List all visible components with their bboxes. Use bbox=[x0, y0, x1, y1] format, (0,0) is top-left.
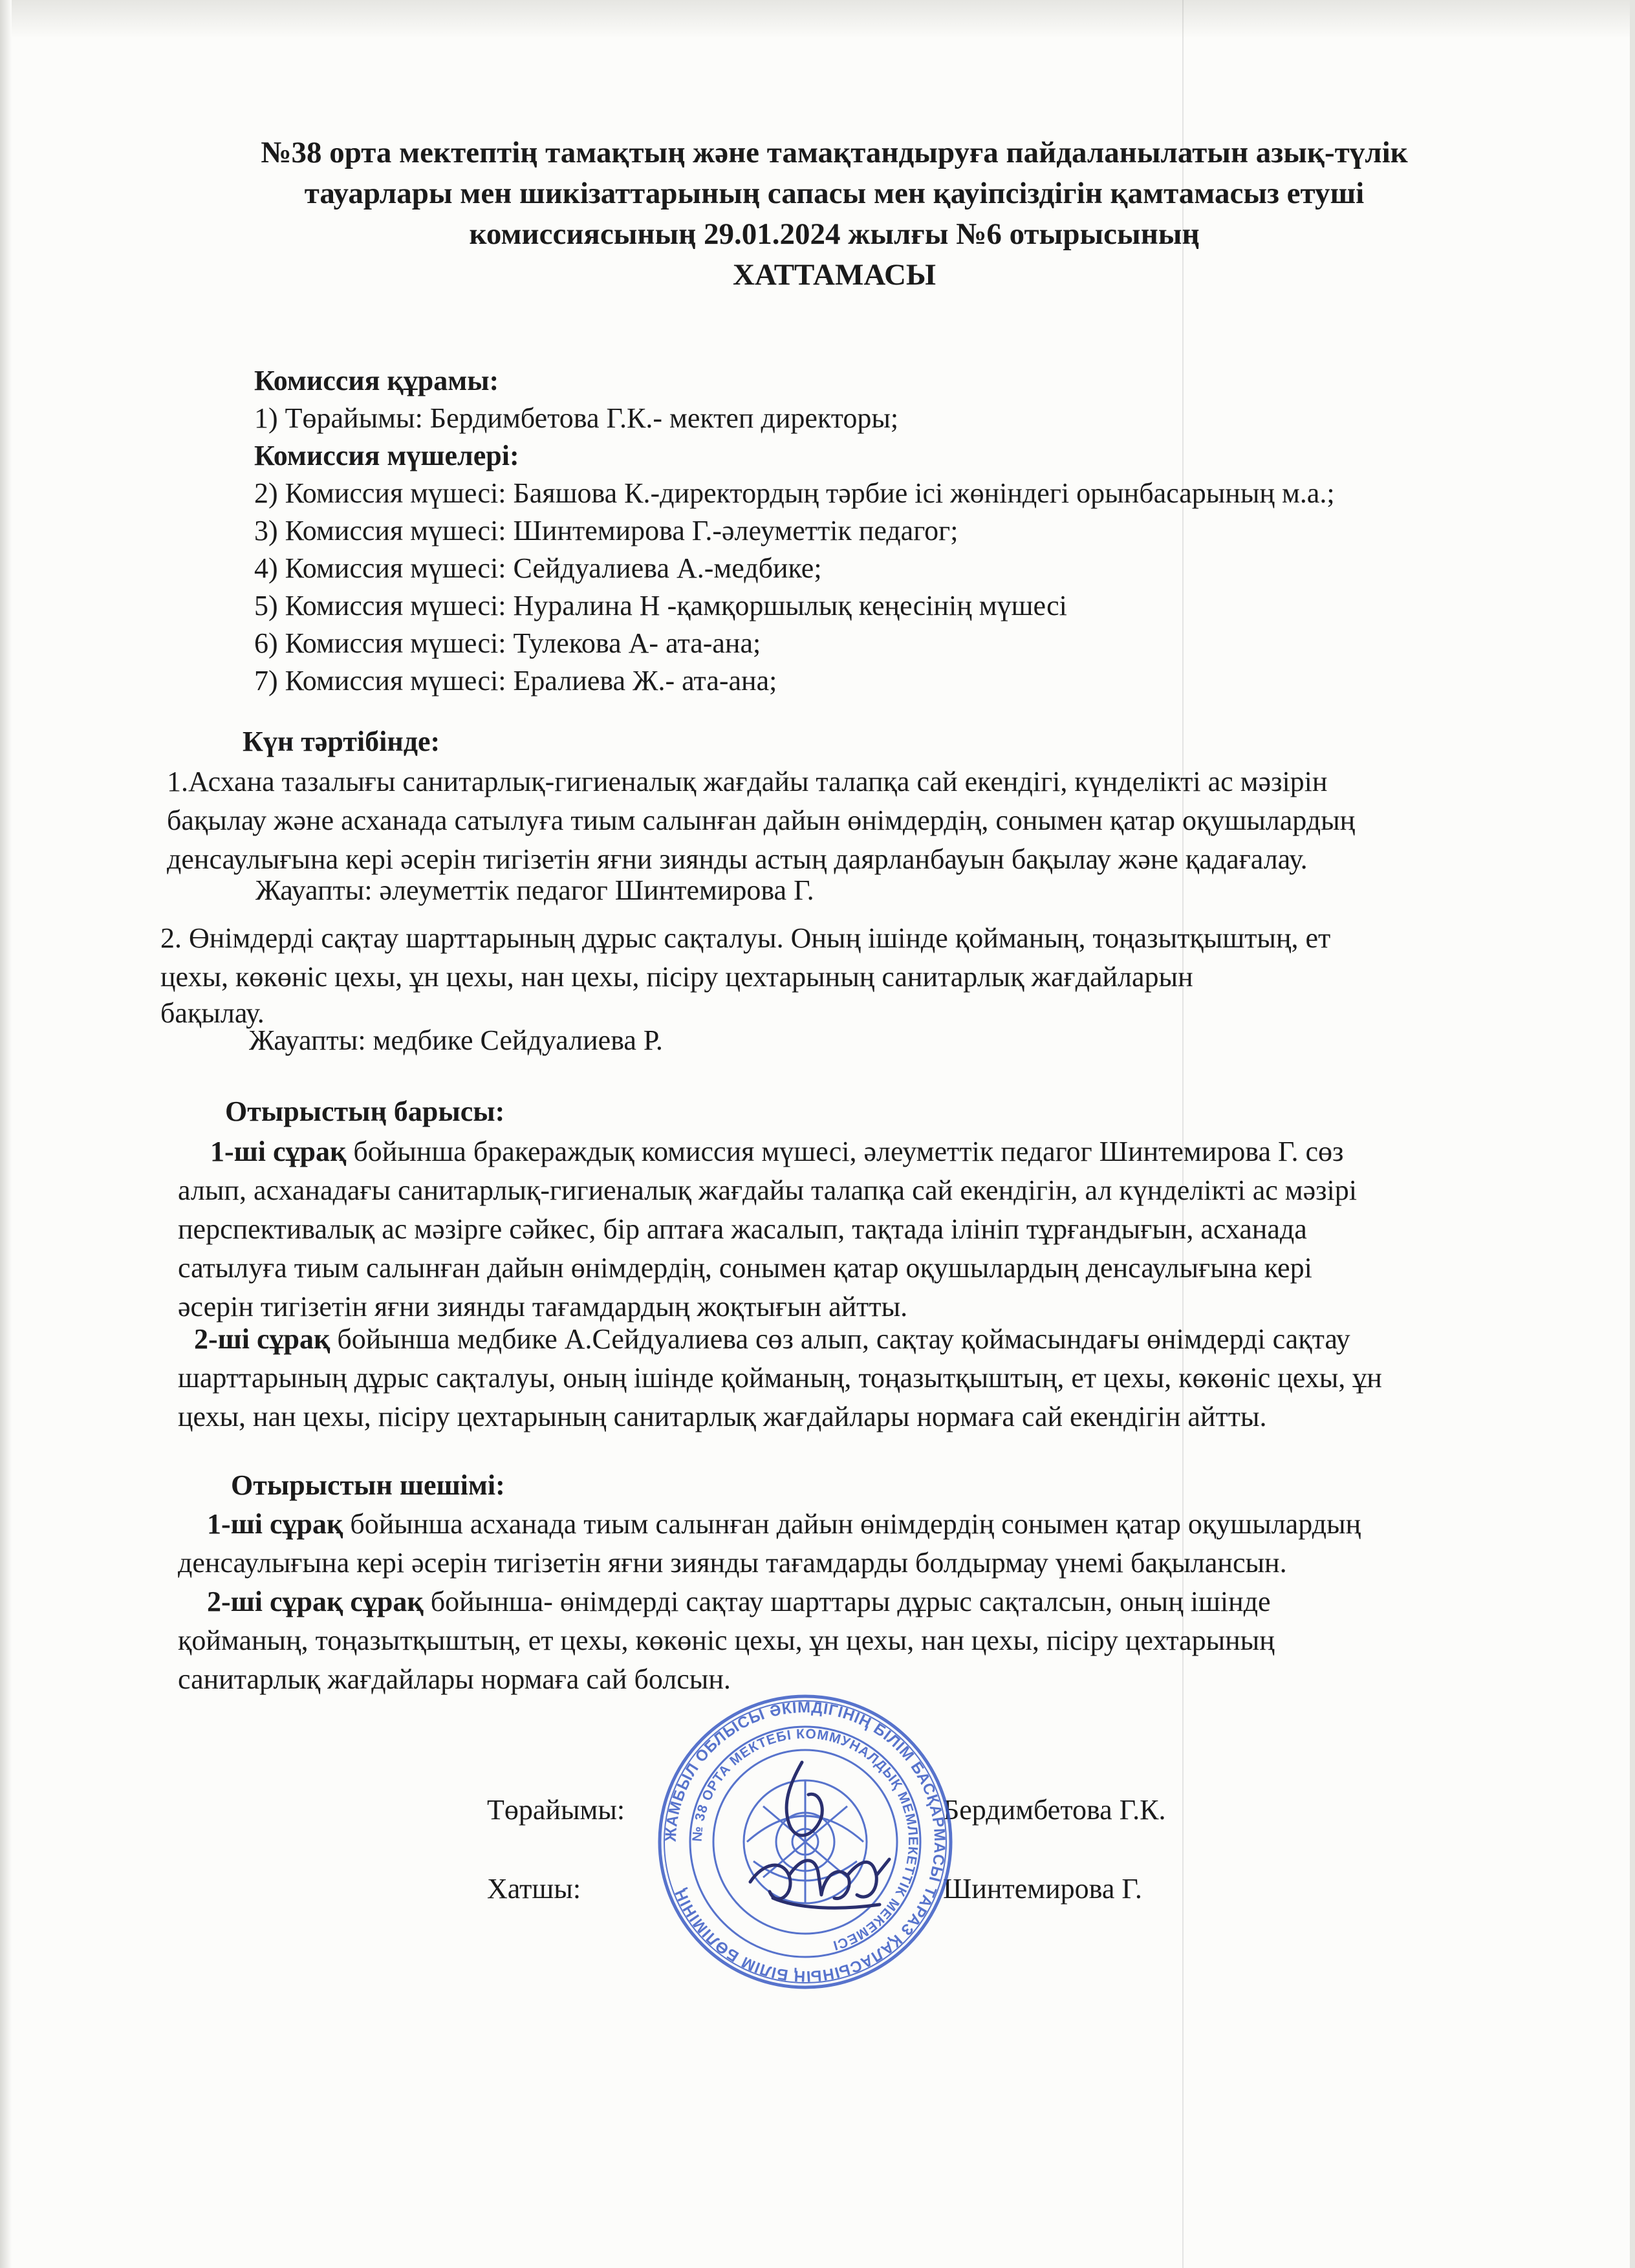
agenda-item-2-line: бақылау. bbox=[160, 997, 265, 1029]
decision-heading: Отырыстын шешімі: bbox=[231, 1469, 505, 1501]
agenda-item-1-line: бақылау және асханада сатылуға тиым салынған дайын өнімдердің, сонымен қатар оқушылардың bbox=[167, 805, 1356, 836]
handwritten-signature bbox=[711, 1746, 918, 1953]
decision-q1-label: 1-ші сұрақ bbox=[207, 1508, 343, 1540]
title-line-1: №38 орта мектептің тамақтың және тамақтандыруға пайдаланылатын азық-түлік bbox=[261, 136, 1408, 169]
progress-q2-first-text: бойынша медбике А.Сейдуалиева сөз алып, сақтау қоймасындағы өнімдерді сақтау bbox=[330, 1323, 1350, 1355]
progress-q1-first-text: бойынша бракераждық комиссия мүшесі, әлеуметтік педагог Шинтемирова Г. сөз bbox=[346, 1136, 1344, 1167]
composition-heading: Комиссия құрамы: bbox=[254, 365, 499, 396]
progress-heading: Отырыстың барысы: bbox=[225, 1096, 505, 1127]
agenda-item-2-line: цехы, көкөніс цехы, ұн цехы, нан цехы, пісіру цехтарының санитарлық жағдайларын bbox=[160, 961, 1193, 993]
progress-q2-first-line bbox=[194, 1321, 1350, 1358]
decision-q1-first-text: бойынша асханада тиым салынған дайын өнімдердің сонымен қатар оқушылардың bbox=[343, 1508, 1361, 1540]
agenda-heading: Күн тәртібінде: bbox=[243, 726, 440, 757]
title-line-2: тауарлары мен шикізаттарының сапасы мен қауіпсіздігін қамтамасыз етуші bbox=[304, 177, 1365, 210]
progress-q2-label: 2-ші сұрақ bbox=[194, 1323, 330, 1355]
decision-q2-first-text: бойынша- өнімдерді сақтау шарттары дұрыс сақталсын, оның ішінде bbox=[423, 1586, 1271, 1617]
progress-q1-line: сатылуға тиым салынған дайын өнімдердің, сонымен қатар оқушылардың денсаулығына кері bbox=[178, 1252, 1312, 1284]
chair-signature-label: Төрайымы: bbox=[487, 1794, 625, 1826]
progress-q1-first-line bbox=[210, 1133, 1343, 1171]
decision-q2-line: санитарлық жағдайлары нормаға сай болсын. bbox=[178, 1663, 731, 1695]
scan-edge-top bbox=[0, 0, 1635, 39]
chair-signature-name: Бердимбетова Г.К. bbox=[943, 1794, 1166, 1826]
stamp-outer-text: ЖАМБЫЛ ОБЛЫСЫ ӘКІМДІГІНІҢ БІЛІМ БАСҚАРМАСЫ ТАРАЗ ҚАЛАСЫНЫҢ БІЛІМ БӨЛІМІНІҢ bbox=[662, 1698, 949, 1985]
member-line: 2) Комиссия мүшесі: Баяшова К.-директордың тәрбие ісі жөніндегі орынбасарының м.а.; bbox=[254, 477, 1335, 509]
document-title bbox=[162, 133, 1507, 296]
stamp-inner-text: № 38 ОРТА МЕКТЕБІ КОММУНАЛДЫҚ МЕМЛЕКЕТТІК МЕКЕМЕСІ bbox=[689, 1726, 921, 1953]
secretary-signature-label: Хатшы: bbox=[487, 1873, 581, 1905]
scan-edge-left bbox=[0, 0, 12, 2268]
agenda-item-1-line: 1.Асхана тазалығы санитарлық-гигиеналық жағдайы талапқа сай екендігі, күнделікті ас мәзірін bbox=[167, 766, 1328, 797]
scan-edge-right bbox=[1630, 0, 1635, 2268]
decision-q1-line: денсаулығына кері әсерін тигізетін яғни зиянды тағамдарды болдырмау үнемі бақылансын. bbox=[178, 1547, 1287, 1579]
agenda-item-1-responsible: Жауапты: әлеуметтік педагог Шинтемирова Г. bbox=[255, 874, 814, 906]
agenda-item-2-responsible: Жауапты: медбике Сейдуалиева Р. bbox=[249, 1024, 663, 1056]
decision-q1-first-line bbox=[207, 1506, 1361, 1543]
chair-line: 1) Төрайымы: Бердимбетова Г.К.- мектеп директоры; bbox=[254, 402, 899, 434]
decision-q2-line: қойманың, тоңазытқыштың, ет цехы, көкөніс цехы, ұн цехы, нан цехы, пісіру цехтарының bbox=[178, 1625, 1275, 1656]
decision-q2-first-line bbox=[207, 1583, 1271, 1621]
decision-q2-label: 2-ші сұрақ сұрақ bbox=[207, 1586, 424, 1617]
progress-q2-line: цехы, нан цехы, пісіру цехтарының санитарлық жағдайлары нормаға сай екендігін айтты. bbox=[178, 1401, 1267, 1432]
member-line: 6) Комиссия мүшесі: Тулекова А- ата-ана; bbox=[254, 627, 761, 659]
member-line: 5) Комиссия мүшесі: Нуралина Н -қамқоршылық кеңесінің мүшесі bbox=[254, 590, 1067, 621]
title-line-4: ХАТТАМАСЫ bbox=[732, 258, 937, 292]
progress-q1-line: әсерін тигізетін яғни зиянды тағамдардың жоқтығын айтты. bbox=[178, 1291, 908, 1323]
member-line: 7) Комиссия мүшесі: Ералиева Ж.- ата-ана; bbox=[254, 665, 777, 697]
secretary-signature-name: Шинтемирова Г. bbox=[943, 1873, 1142, 1905]
member-line: 4) Комиссия мүшесі: Сейдуалиева А.-медбике; bbox=[254, 552, 822, 584]
progress-q2-line: шарттарының дұрыс сақталуы, оның ішінде қойманың, тоңазытқыштың, ет цехы, көкөніс цехы, ұн bbox=[178, 1362, 1382, 1394]
agenda-item-2-line: 2. Өнімдерді сақтау шарттарының дұрыс сақталуы. Оның ішінде қойманың, тоңазытқыштың, ет bbox=[160, 922, 1331, 954]
progress-q1-line: перспективалық ас мәзірге сәйкес, бір аптаға жасалып, тақтада ілініп тұрғандығын, асханада bbox=[178, 1213, 1307, 1245]
progress-q1-line: алып, асханадағы санитарлық-гигиеналық жағдайы талапқа сай екендігін, ал күнделікті ас мәзірі bbox=[178, 1174, 1357, 1206]
member-line: 3) Комиссия мүшесі: Шинтемирова Г.-әлеуметтік педагог; bbox=[254, 515, 958, 546]
progress-q1-label: 1-ші сұрақ bbox=[210, 1136, 347, 1167]
title-line-3: комиссиясының 29.01.2024 жылғы №6 отырысының bbox=[469, 217, 1200, 251]
members-heading: Комиссия мүшелері: bbox=[254, 440, 519, 471]
agenda-item-1-line: денсаулығына кері әсерін тигізетін яғни зиянды астың даярланбауын бақылау және қадағалау. bbox=[167, 843, 1308, 875]
